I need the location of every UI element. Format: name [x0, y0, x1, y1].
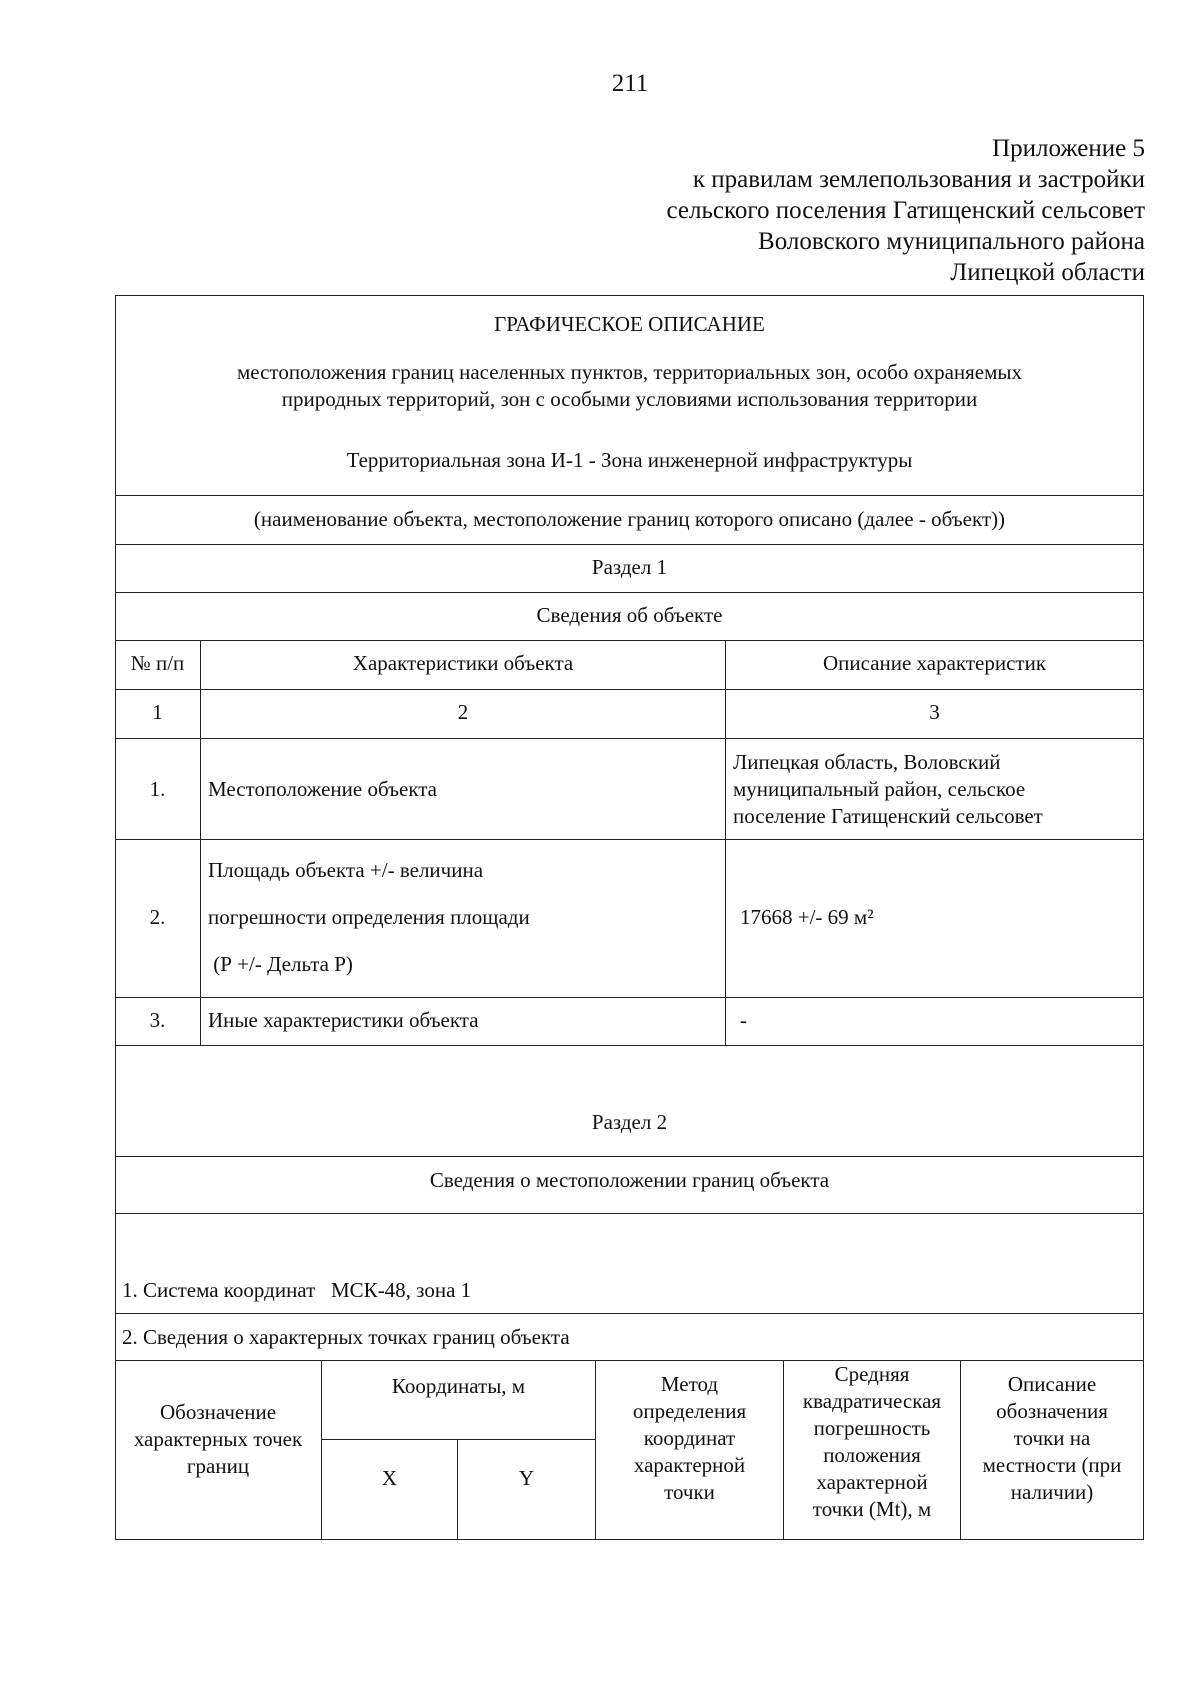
- x-header: X: [381, 1466, 398, 1490]
- form-title: ГРАФИЧЕСКОЕ ОПИСАНИЕ: [494, 312, 765, 336]
- points-title: 2. Сведения о характерных точках границ объекта: [122, 1325, 570, 1349]
- header-line: Описание: [1007, 1372, 1097, 1396]
- row-number: 1.: [149, 777, 166, 801]
- header-line: характерной: [633, 1453, 746, 1477]
- header-line: координат: [643, 1426, 736, 1450]
- header-line: определения: [632, 1399, 747, 1423]
- row-characteristic: Местоположение объекта: [208, 777, 438, 801]
- table-rule: [115, 1045, 1144, 1046]
- table-rule: [115, 689, 1144, 690]
- table-rule: [115, 640, 1144, 641]
- row-description: поселение Гатищенский сельсовет: [733, 804, 1043, 828]
- row-description: Липецкая область, Воловский: [733, 750, 1001, 774]
- row-characteristic: (Р +/- Дельта Р): [208, 952, 353, 976]
- header-line: погрешность: [813, 1416, 931, 1440]
- row-number: 2.: [149, 905, 166, 929]
- header-line: границ: [186, 1454, 250, 1478]
- header-line: Средняя: [834, 1362, 910, 1386]
- row-description: -: [740, 1008, 747, 1032]
- table-rule: [115, 738, 1144, 739]
- table-rule: [115, 839, 1144, 840]
- header-line: точки: [664, 1480, 715, 1504]
- header-line: точки (Mt), м: [812, 1497, 932, 1521]
- header-line: обозначения: [996, 1399, 1108, 1423]
- column-header: Характеристики объекта: [352, 651, 574, 675]
- form-subtitle: местоположения границ населенных пунктов, территориальных зон, особо охраняемых: [236, 360, 1023, 384]
- row-description: 17668 +/- 69 м²: [740, 905, 874, 929]
- header-line: точки на: [1013, 1426, 1091, 1450]
- description-header: [961, 1371, 1143, 1506]
- section1-subtitle: Сведения об объекте: [536, 603, 723, 627]
- header-line: Обозначение: [159, 1400, 277, 1424]
- row-number: 3.: [149, 1008, 166, 1032]
- appendix-line: к правилам землепользования и застройки: [692, 166, 1145, 193]
- column-header: Описание характеристик: [822, 651, 1047, 675]
- row-characteristic: Площадь объекта +/- величина: [208, 858, 484, 882]
- coordinates-header: Координаты, м: [391, 1374, 526, 1398]
- appendix-line: сельского поселения Гатищенский сельсовет: [666, 197, 1145, 224]
- designation-header: [115, 1399, 321, 1480]
- appendix-block: [445, 133, 1145, 288]
- description-form: [115, 295, 1144, 1540]
- column-number: 2: [457, 700, 469, 724]
- table-rule: [115, 1156, 1144, 1157]
- table-rule: [321, 1439, 596, 1440]
- section1-title: Раздел 1: [591, 555, 668, 579]
- column-number: 3: [929, 700, 940, 724]
- header-line: квадратическая: [802, 1389, 942, 1413]
- column-number: 1: [152, 700, 163, 724]
- row-characteristic: Иные характеристики объекта: [208, 1008, 479, 1032]
- method-header: [596, 1371, 783, 1506]
- section2-title: Раздел 2: [591, 1110, 668, 1134]
- appendix-line: Приложение 5: [992, 135, 1145, 162]
- form-subtitle: природных территорий, зон с особыми условиями использования территории: [281, 387, 978, 411]
- table-rule: [115, 544, 1144, 545]
- appendix-line: Липецкой области: [950, 259, 1145, 286]
- table-rule: [115, 997, 1144, 998]
- object-caption: (наименование объекта, местоположение границ которого описано (далее - объект)): [253, 507, 1006, 531]
- section2-subtitle: Сведения о местоположении границ объекта: [429, 1168, 830, 1192]
- coordinate-system: 1. Система координат МСК-48, зона 1: [122, 1278, 472, 1302]
- page-number: 211: [611, 70, 649, 97]
- header-line: характерной: [816, 1470, 928, 1494]
- zone-name: Территориальная зона И-1 - Зона инженерной инфраструктуры: [346, 448, 913, 472]
- header-line: характерных точек: [133, 1427, 303, 1451]
- header-line: местности (при: [982, 1453, 1122, 1477]
- table-rule: [115, 1313, 1144, 1314]
- table-border: [1143, 295, 1144, 1540]
- error-header: [784, 1361, 960, 1523]
- table-rule: [115, 1360, 1144, 1361]
- column-header: № п/п: [130, 651, 185, 675]
- table-border: [115, 295, 1144, 296]
- table-rule: [115, 495, 1144, 496]
- row-description: муниципальный район, сельское: [733, 777, 1026, 801]
- table-border: [115, 1539, 1144, 1540]
- table-rule: [115, 592, 1144, 593]
- header-line: положения: [823, 1443, 921, 1467]
- header-line: наличии): [1010, 1480, 1094, 1504]
- y-header: Y: [518, 1466, 535, 1490]
- appendix-line: Воловского муниципального района: [758, 228, 1145, 255]
- table-rule: [115, 1213, 1144, 1214]
- row-characteristic: погрешности определения площади: [208, 905, 530, 929]
- header-line: Метод: [660, 1372, 719, 1396]
